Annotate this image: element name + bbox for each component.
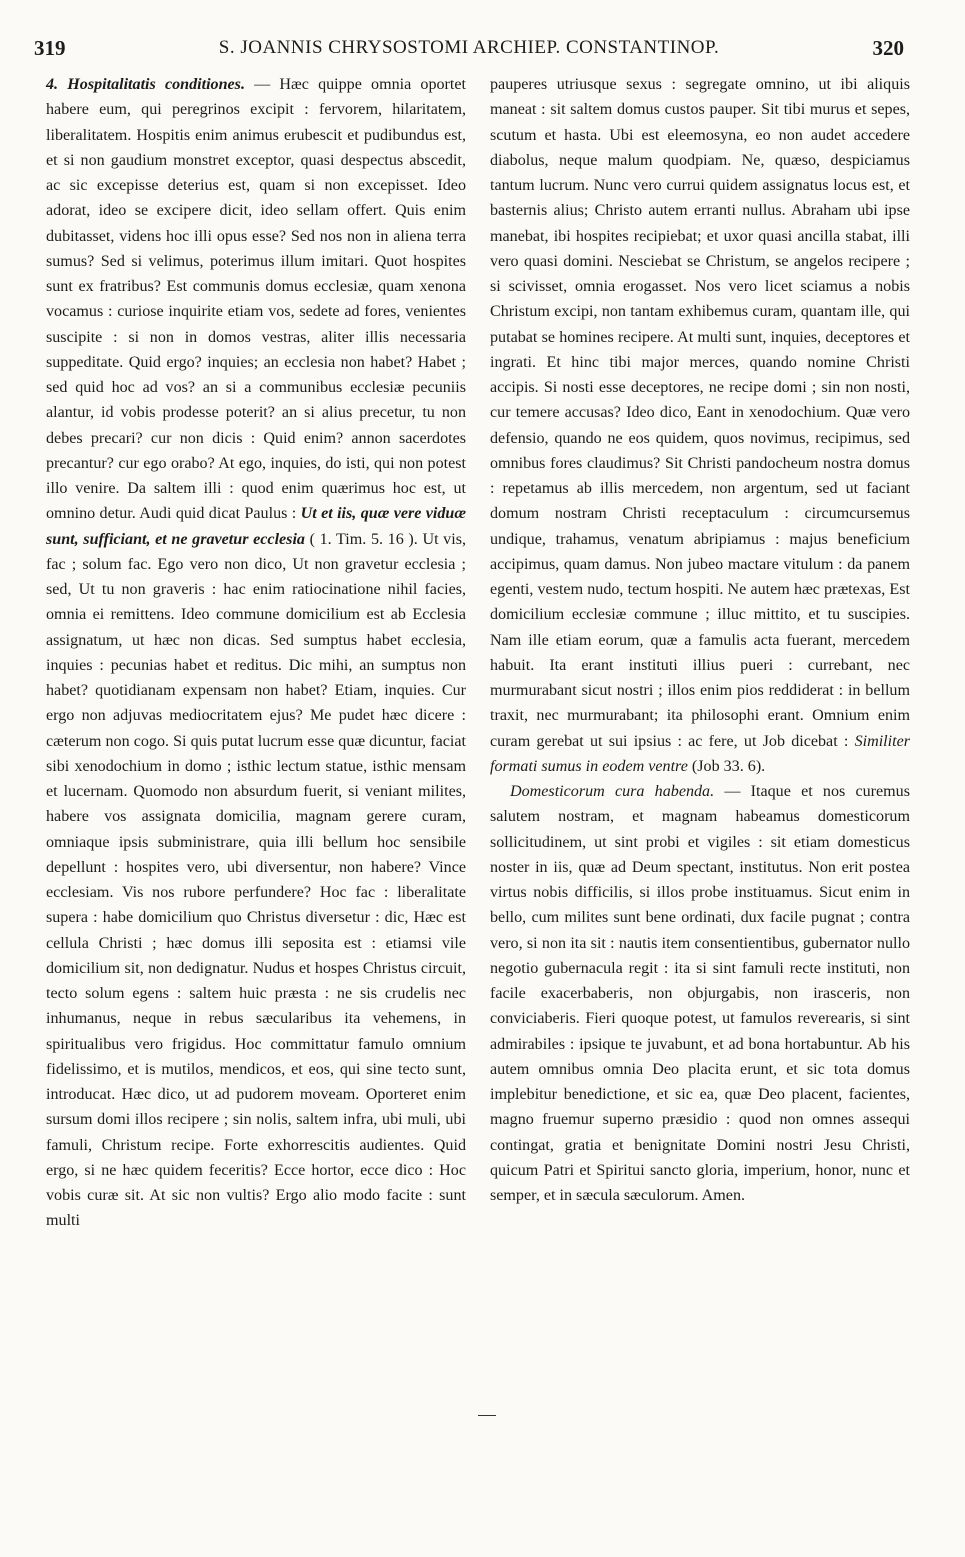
section-heading: Hospitalitatis conditiones. bbox=[67, 76, 245, 93]
page-number-right: 320 bbox=[872, 36, 904, 60]
page-number-left: 319 bbox=[34, 36, 66, 60]
left-paragraph bbox=[46, 72, 466, 1234]
paragraph-text: pauperes utriusque sexus : segregate omnino, ut ibi aliquis maneat : sit saltem domus custos pauper. Sit tibi murus et sepes, scutum et hasta. Ubi est eleemosyna, eo non audet accedere diabolus, neque malum quodpiam. Ne, quæso, despiciamus tantum lucrum. Nunc vero currui quidem assignatus locus est, et basternis alius; Christo autem erranti nullus. Abraham ubi ipse manebat, ibi hospites recipiebat; et uxor quasi ancilla stabat, illi vero quasi domini. Nesciebat se Christum, se angelos recipere ; si scivisset, omnia erogasset. Nos vero licet sciamus a nobis Christum excipi, non tantam exhibemus curam, quantam ille, qui putabat se homines recipere. At multi sunt, inquies, deceptores et ingrati. Et hinc tibi major merces, quando nomine Christi accipis. Si nosti esse deceptores, ne recipe domi ; sin non nosti, cur temere accusas? Ideo dico, Eant in xenodochium. Quæ vero defensio, quando ne eos quidem, quos novimus, recipimus, sed omnibus fores claudimus? Sit Christi pandocheum nostra domus : repetamus ab illis mercedem, non argentum, sed ut faciant domum nostram Christi receptaculum : circumcursemus undique, trahamus, venatum abripiamus : majus beneficium accipimus, quam damus. Non jubeo mactare vitulum : da panem egenti, vestem nudo, tectum hospiti. Ne autem hæc prætexas, Est domicilium ecclesiæ commune ; illuc mittito, et tu suscipies. Nam ille etiam eorum, quæ a famulis acta fuerant, mercedem habuit. Ita erant instituti illius pueri : currebant, nec murmurabant sicut nostri ; illos enim pios reddiderat : in bellum traxit, nec murmurabant; ita philosophi erant. Omnium enim curam gerebat ut sui ipsius : ac fere, ut Job dicebat : bbox=[490, 76, 910, 750]
page-header bbox=[34, 36, 904, 66]
paragraph-text: (Job 33. 6). bbox=[687, 757, 766, 775]
section-heading: Domesticorum cura habenda. bbox=[510, 783, 715, 800]
running-title: S. JOANNIS CHRYSOSTOMI ARCHIEP. CONSTANTINOP. bbox=[218, 37, 720, 58]
right-paragraph bbox=[490, 779, 910, 1208]
right-paragraph bbox=[490, 72, 910, 779]
end-rule bbox=[478, 1415, 496, 1416]
left-column bbox=[46, 72, 466, 1234]
paragraph-text: — Hæc quippe omnia oportet habere eum, qui peregrinos excipit : fervorem, hilaritatem, liberalitatem. Hospitis enim animus erubescit et pudibundus est, et si non gaudium monstret exceptor, quasi despectus abscedit, ac sic excepisse deterius est, quam si non excepisset. Ideo adorat, ideo se excipere dicit, ideo sellam offert. Quis enim dubitasset, videns hoc illi opus esse? Sed nos non in aliena terra sumus? Sed si velimus, poterimus illum imitari. Quot hospites sunt ex fratribus? Est communis domus ecclesiæ, quam xenona vocamus : curiose inquirite etiam vos, sedete ad fores, venientes suscipite : si non in domos vestras, aliter illis necessaria suppeditate. Quid ergo? inquies; an ecclesia non habet? Habet ; sed quid hoc ad vos? an si a communibus ecclesiæ pecuniis alantur, id vobis prodesse poterit? an si alius precetur, tu non debes precari? cur non dicis : Quid enim? annon sacerdotes precantur? cur ego orabo? At ego, inquies, do isti, qui non potest illo venire. Da saltem illi : quod enim quærimus hoc est, ut omnino detur. Audi quid dicat Paulus : bbox=[46, 76, 467, 523]
section-number: 4. bbox=[46, 76, 59, 93]
scripture-quote: Similiter formati sumus in eodem ventre bbox=[490, 732, 910, 775]
right-column bbox=[490, 72, 910, 1208]
paragraph-text: — Itaque et nos curemus salutem nostram, et magnam habeamus domesticorum sollicitudinem, ut sint probi et vigiles : sit etiam domesticus noster in iis, quæ ad Deum spectant, institutus. Non erit postea virtus nobis difficilis, si illos probe instituamus. Sicut enim in bello, cum milites sunt bene ordinati, dux facile pugnat ; contra vero, si non ita sit : nautis item consentientibus, gubernator nullo negotio gubernacula regit : ita si sint famuli recte instituti, non facile exacerbaberis, non objurgabis, non irasceris, non conviciaberis. Fieri quoque potest, ut famulos reverearis, si sint admirabiles : ipsique te juvabunt, et ad bona hortabuntur. Ab his autem omnibus omnia Deo placita erunt, et sic tota domus implebitur benedictione, et sic ea, quæ Deo placent, facientes, magno fruemur superno præsidio : quod non omnes assequi contingat, gratia et benignitate Domini nostri Jesu Christi, quicum Patri et Spiritui sancto gloria, imperium, honor, nunc et semper, et in sæcula sæculorum. Amen. bbox=[490, 783, 910, 1204]
scripture-quote: Ut et iis, quæ vere viduæ sunt, sufficiant, et ne gravetur ecclesia bbox=[46, 505, 467, 548]
paragraph-text: ( 1. Tim. 5. 16 ). Ut vis, fac ; solum fac. Ego vero non dico, Ut non gravetur ecclesia ; sed, Ut tu non graveris : hac enim ratiocinatione nihil facies, omnia ei remittens. Ideo commune domicilium est ab Ecclesia assignatum, ut hæc non dicas. Sed sumptus habet ecclesia, inquies : pecunias habet et reditus. Dic mihi, an sumptus non habet? quotidianam expensam non habet? Etiam, inquies. Cur ergo non adjuvas mediocritatem ejus? Me pudet hæc dicere : cæterum non cogo. Si quis putat lucrum esse quæ dicuntur, faciat sibi xenodochium in domo ; isthic lectum statue, isthic mensam et lucernam. Quomodo non absurdum fuerit, si veniant milites, habere vos assignata domicilia, magnam gerere curam, omniaque ipsis subministrare, quia illi bellum hoc sensibile depellunt : hospites vero, ubi diversentur, non habere? Vince ecclesiam. Vis nos rubore perfundere? Hoc fac : liberalitate supera : habe domicilium quo Christus diversetur : dic, Hæc est cellula Christi ; hæc domus illi seposita est : etiamsi vile domicilium sit, non dedignatur. Nudus et hospes Christus circuit, tecto solum egens : saltem huic præsta : ne sis crudelis nec inhumanus, neque in rebus sæcularibus ita vehemens, in spiritualibus vero frigidus. Hoc committatur famulo omnium fidelissimo, et is mutilos, mendicos, et eos, qui sine tecto sunt, introducat. Hæc dico, ut ad pudorem moveam. Oporteret enim sursum domi illos recipere ; sin nolis, saltem infra, ubi muli, ubi famuli, Christum recipe. Forte exhorrescitis audientes. Quid ergo, si ne hæc quidem feceritis? Ecce hortor, ecce dico : Hoc vobis curæ sit. At sic non vultis? Ergo alio modo facite : sunt multi bbox=[46, 530, 466, 1230]
